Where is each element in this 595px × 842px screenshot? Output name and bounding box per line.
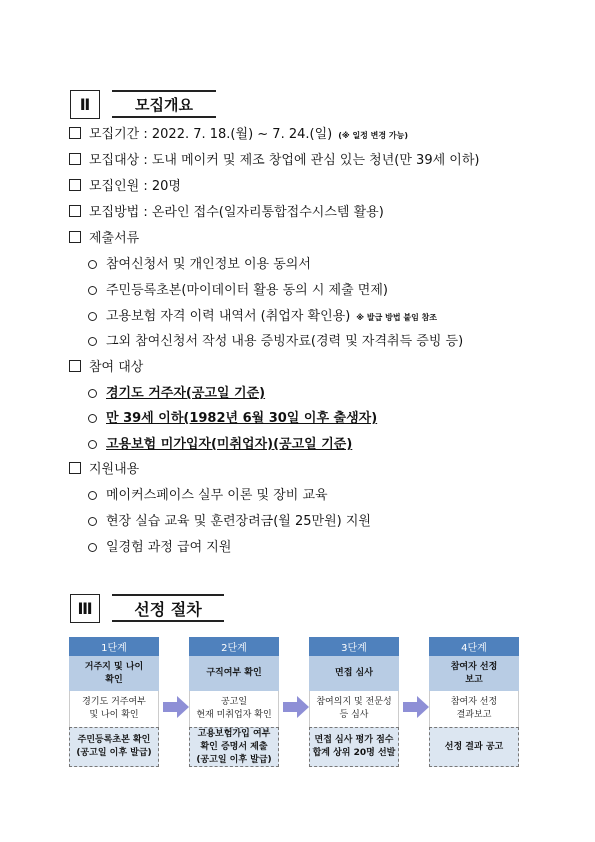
process-step-3 [309,637,399,767]
step-name: 면접 심사 [309,656,399,691]
schedule-note: (※ 일정 변경 가능) [338,131,409,140]
eligibility-item: 경기도 거주자(공고일 기준) [88,385,265,403]
step-label: 2단계 [189,637,279,656]
checkbox-icon [69,231,81,243]
document-item: 참여신청서 및 개인정보 이용 동의서 [88,256,311,274]
bullet-circle-icon [88,389,97,398]
arrow-right-icon [163,696,189,718]
bullet-circle-icon [88,286,97,295]
step-description: 경기도 거주여부 및 나이 확인 [69,691,159,727]
overview-item-eligibility: 참여 대상 [69,359,143,377]
checkbox-icon [69,153,81,165]
overview-item-support: 지원내용 [69,461,139,479]
section-3-header [70,594,224,623]
step-label: 4단계 [429,637,519,656]
issuance-note: ※ 발급 방법 붙임 참조 [356,313,438,322]
section-number: Ⅱ [70,90,100,119]
overview-item-method: 모집방법 : 온라인 접수(일자리통합접수시스템 활용) [69,204,384,222]
section-2-header [70,90,216,119]
support-item: 메이커스페이스 실무 이론 및 장비 교육 [88,487,328,505]
document-item: 그외 참여신청서 작성 내용 증빙자료(경력 및 자격취득 증빙 등) [88,333,463,351]
step-document: 고용보험가입 여부 확인 증명서 제출 (공고일 이후 발급) [189,727,279,767]
step-name: 구직여부 확인 [189,656,279,691]
overview-item-count: 모집인원 : 20명 [69,178,181,196]
section-number: Ⅲ [70,594,100,623]
document-item: 고용보험 자격 이력 내역서 (취업자 확인용) ※ 발급 방법 붙임 참조 [88,308,437,327]
bullet-circle-icon [88,260,97,269]
bullet-circle-icon [88,491,97,500]
process-step-2 [189,637,279,767]
step-document: 선정 결과 공고 [429,727,519,767]
bullet-circle-icon [88,440,97,449]
arrow-right-icon [403,696,429,718]
checkbox-icon [69,179,81,191]
checkbox-icon [69,462,81,474]
support-item: 현장 실습 교육 및 훈련장려금(월 25만원) 지원 [88,513,371,531]
step-document: 면접 심사 평가 점수 합계 상위 20명 선발 [309,727,399,767]
document-item: 주민등록초본(마이데이터 활용 동의 시 제출 면제) [88,282,388,300]
step-label: 1단계 [69,637,159,656]
step-description: 참여의지 및 전문성 등 심사 [309,691,399,727]
arrow-right-icon [283,696,309,718]
bullet-circle-icon [88,337,97,346]
support-item: 일경험 과정 급여 지원 [88,539,231,557]
step-description: 공고일 현재 미취업자 확인 [189,691,279,727]
process-step-4 [429,637,519,767]
step-name: 참여자 선정 보고 [429,656,519,691]
bullet-circle-icon [88,543,97,552]
bullet-circle-icon [88,414,97,423]
overview-item-documents: 제출서류 [69,230,139,248]
step-name: 거주지 및 나이 확인 [69,656,159,691]
section-title: 모집개요 [112,90,216,118]
checkbox-icon [69,127,81,139]
step-description: 참여자 선정 결과보고 [429,691,519,727]
bullet-circle-icon [88,312,97,321]
checkbox-icon [69,205,81,217]
bullet-circle-icon [88,517,97,526]
checkbox-icon [69,360,81,372]
eligibility-item: 만 39세 이하(1982년 6월 30일 이후 출생자) [88,410,377,428]
process-step-1 [69,637,159,767]
overview-item-target: 모집대상 : 도내 메이커 및 제조 창업에 관심 있는 청년(만 39세 이하) [69,152,479,170]
step-label: 3단계 [309,637,399,656]
section-title: 선정 절차 [112,594,224,622]
overview-item-period: 모집기간 : 2022. 7. 18.(월) ~ 7. 24.(일) (※ 일정 변경 가능) [69,126,408,145]
eligibility-item: 고용보험 미가입자(미취업자)(공고일 기준) [88,436,352,454]
step-document: 주민등록초본 확인 (공고일 이후 발급) [69,727,159,767]
